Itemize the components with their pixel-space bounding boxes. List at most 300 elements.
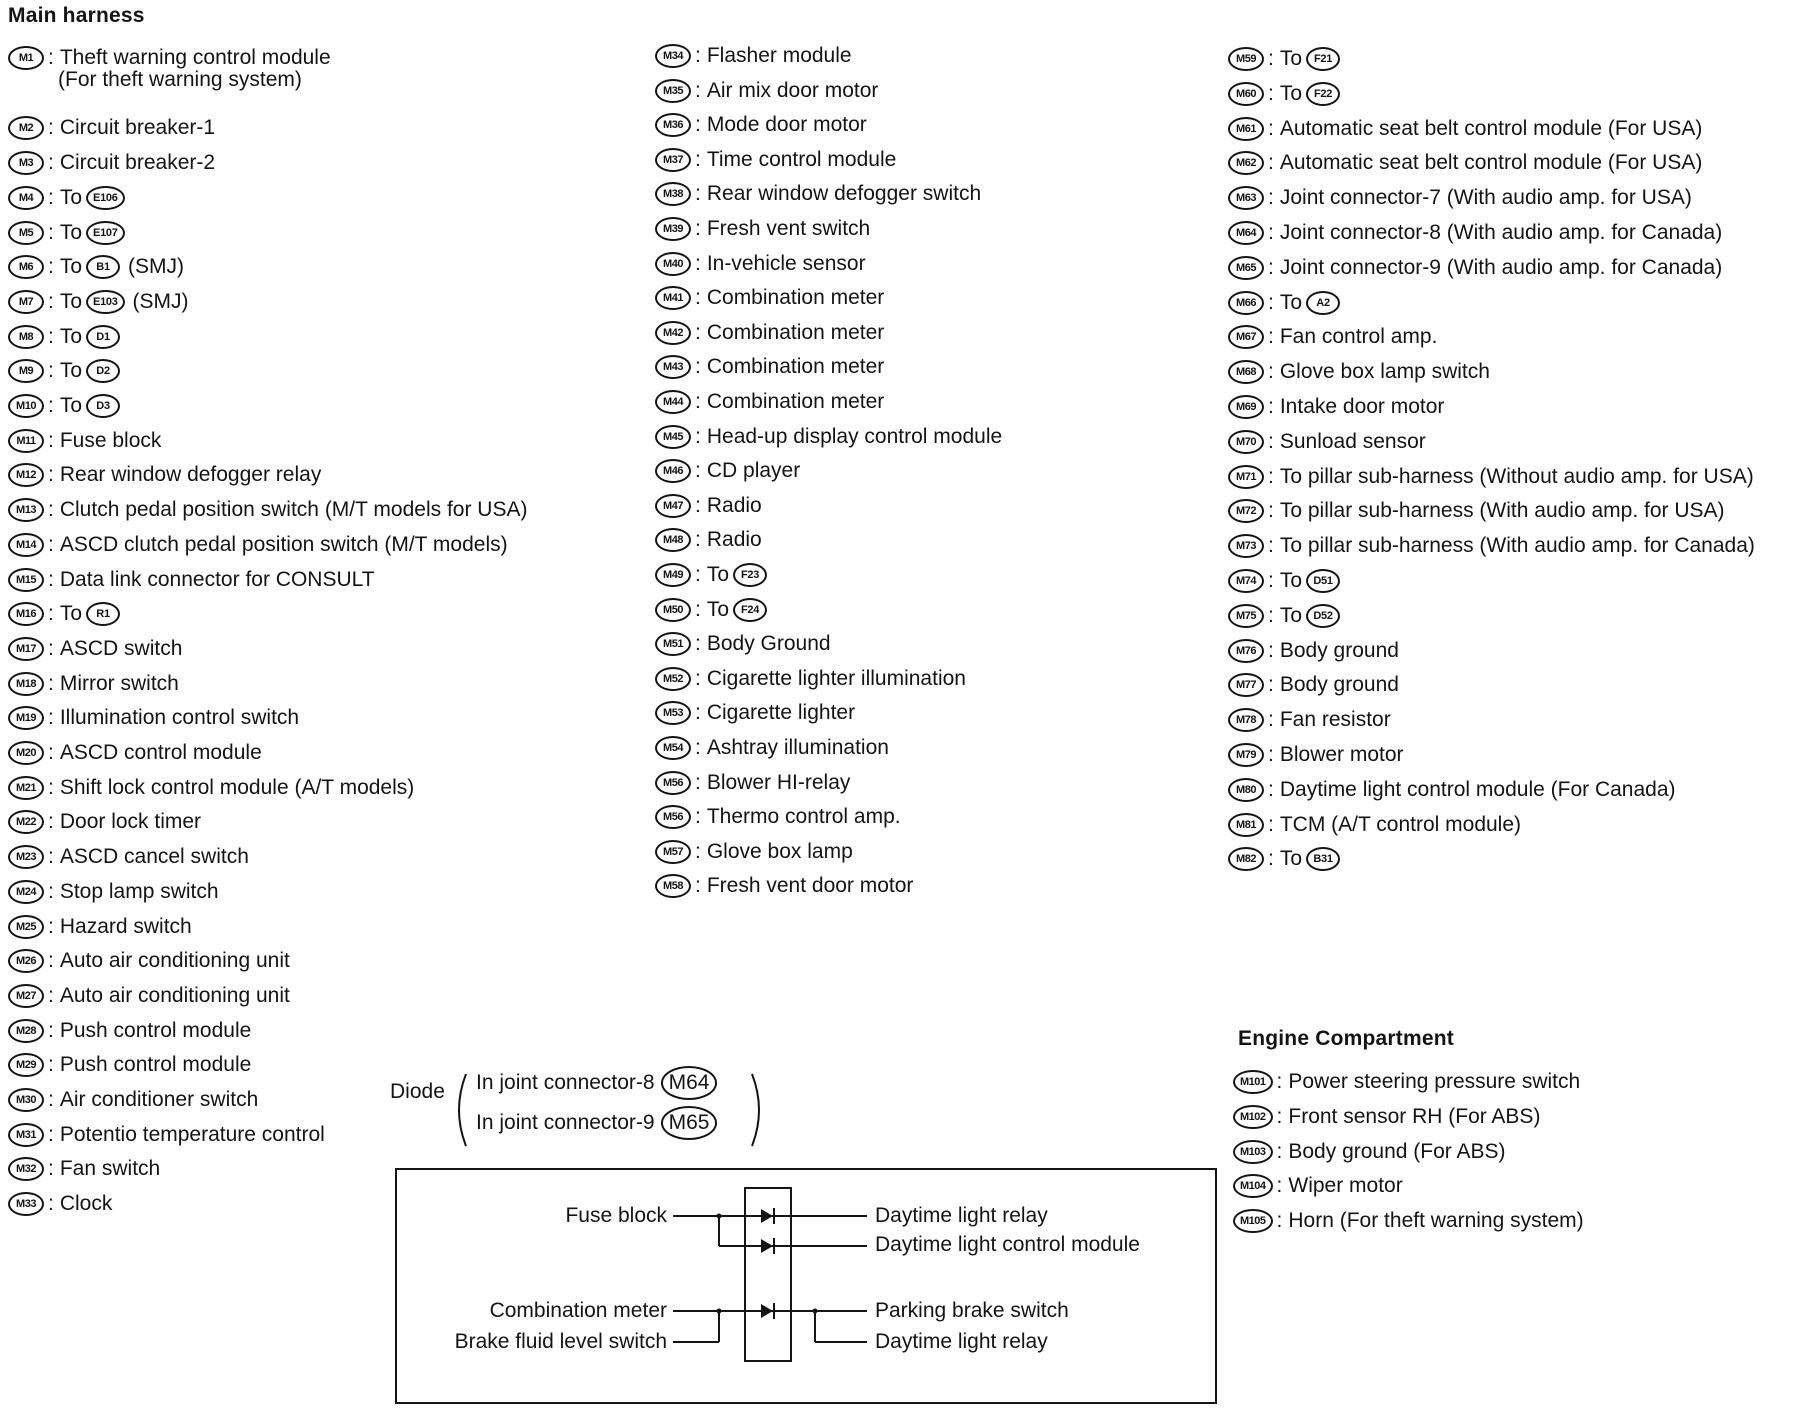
separator: : bbox=[695, 736, 701, 759]
connector-description: Radio bbox=[706, 528, 762, 552]
separator: : bbox=[1268, 708, 1274, 732]
separator: : bbox=[695, 805, 701, 829]
connector-entry bbox=[1228, 82, 1344, 106]
separator: : bbox=[695, 839, 701, 863]
connector-description: To bbox=[59, 185, 83, 209]
connector-entry bbox=[1228, 186, 1692, 210]
connector-code-badge: M14 bbox=[8, 533, 44, 557]
connector-description: Air mix door motor bbox=[706, 78, 879, 102]
connector-entry bbox=[655, 528, 762, 552]
connector-description: To bbox=[59, 324, 83, 348]
connector-code-badge: M66 bbox=[1228, 291, 1264, 315]
connector-description: Fan switch bbox=[59, 1157, 161, 1181]
connector-code-badge: M70 bbox=[1228, 430, 1264, 454]
mating-connector-badge: E103 bbox=[86, 290, 125, 314]
connector-description: To bbox=[1279, 81, 1303, 105]
connector-entry bbox=[655, 840, 853, 864]
fuse-block-label: Fuse block bbox=[565, 1204, 667, 1227]
connector-code-badge: M5 bbox=[8, 221, 44, 245]
diode-symbol-3 bbox=[761, 1303, 774, 1319]
connector-entry bbox=[8, 1157, 160, 1181]
diode-connector-code-2: M65 bbox=[661, 1106, 718, 1140]
separator: : bbox=[48, 255, 54, 279]
connector-code-badge: M47 bbox=[655, 494, 691, 518]
connector-entry bbox=[8, 1088, 258, 1112]
connector-description: To bbox=[59, 255, 83, 279]
connector-entry bbox=[1228, 708, 1391, 732]
connector-entry bbox=[655, 321, 884, 345]
diode-circuit bbox=[397, 1170, 1217, 1402]
connector-code-badge: M51 bbox=[655, 632, 691, 656]
mating-connector-badge: R1 bbox=[86, 602, 120, 626]
diode-symbol-2 bbox=[761, 1238, 774, 1254]
connector-description: Stop lamp switch bbox=[59, 879, 219, 903]
separator: : bbox=[695, 217, 701, 240]
connector-description: Auto air conditioning unit bbox=[59, 983, 290, 1007]
connector-code-badge: M56 bbox=[655, 771, 691, 795]
mating-connector-badge: F24 bbox=[733, 598, 767, 622]
connector-entry bbox=[8, 810, 201, 834]
connector-code-badge: M9 bbox=[8, 359, 44, 383]
separator: : bbox=[48, 845, 54, 869]
connector-entry bbox=[8, 880, 219, 904]
separator: : bbox=[1268, 673, 1274, 697]
separator: : bbox=[695, 493, 701, 517]
connector-code-badge: M61 bbox=[1228, 117, 1264, 141]
connector-code-badge: M50 bbox=[655, 598, 691, 622]
connector-description: To bbox=[59, 220, 83, 244]
connector-code-badge: M58 bbox=[655, 874, 691, 898]
separator: : bbox=[48, 983, 54, 1007]
connector-entry bbox=[1228, 639, 1399, 663]
connector-description: Blower HI-relay bbox=[706, 770, 851, 794]
connector-code-badge: M15 bbox=[8, 568, 44, 592]
separator: : bbox=[1268, 255, 1274, 279]
connector-code-badge: M76 bbox=[1228, 639, 1264, 663]
separator: : bbox=[48, 532, 54, 556]
connector-description: To bbox=[59, 394, 83, 417]
connector-code-badge: M30 bbox=[8, 1088, 44, 1112]
connector-code-badge: M29 bbox=[8, 1053, 44, 1077]
separator: : bbox=[1276, 1104, 1283, 1128]
connector-code-badge: M23 bbox=[8, 845, 44, 869]
separator: : bbox=[48, 1192, 54, 1216]
connector-description: To bbox=[1279, 569, 1303, 592]
connector-description: To pillar sub-harness (With audio amp. for Canada) bbox=[1279, 534, 1755, 558]
connector-entry bbox=[8, 1019, 251, 1043]
connector-code-badge: M82 bbox=[1228, 847, 1264, 871]
connector-description: ASCD switch bbox=[59, 636, 183, 660]
connector-description: Data link connector for CONSULT bbox=[59, 567, 375, 591]
connector-code-badge: M3 bbox=[8, 151, 44, 175]
connector-code-badge: M73 bbox=[1228, 534, 1264, 558]
daytime-light-control-module-label: Daytime light control module bbox=[875, 1233, 1140, 1256]
connector-entry bbox=[1233, 1070, 1580, 1094]
connector-code-badge: M62 bbox=[1228, 151, 1264, 175]
connector-code-badge: M80 bbox=[1228, 778, 1264, 802]
connector-entry bbox=[8, 776, 414, 800]
connector-description: TCM (A/T control module) bbox=[1279, 812, 1522, 836]
connector-code-badge: M72 bbox=[1228, 499, 1264, 523]
connector-entry bbox=[1228, 813, 1521, 837]
connector-description: Combination meter bbox=[706, 286, 885, 310]
connector-entry bbox=[1233, 1105, 1540, 1129]
connector-entry bbox=[1228, 778, 1676, 802]
connector-description: Head-up display control module bbox=[706, 424, 1003, 448]
connector-entry bbox=[8, 984, 290, 1008]
connector-entry bbox=[8, 290, 189, 314]
connector-entry bbox=[8, 949, 290, 973]
connector-description: Clock bbox=[59, 1192, 113, 1216]
connector-description: Fuse block bbox=[59, 428, 162, 452]
separator: : bbox=[48, 1157, 54, 1181]
connector-code-badge: M34 bbox=[655, 44, 691, 68]
separator: : bbox=[1268, 743, 1274, 766]
mating-connector-badge: E107 bbox=[86, 221, 125, 245]
connector-code-badge: M42 bbox=[655, 321, 691, 345]
right-parenthesis-icon bbox=[748, 1070, 768, 1150]
connector-entry bbox=[1228, 465, 1754, 489]
connector-description: Clutch pedal position switch (M/T models for USA) bbox=[59, 498, 528, 522]
connector-code-badge: M17 bbox=[8, 637, 44, 661]
connector-code-badge: M24 bbox=[8, 880, 44, 904]
connector-description: Automatic seat belt control module (For USA) bbox=[1279, 116, 1703, 140]
connector-code-badge: M10 bbox=[8, 394, 44, 418]
separator: : bbox=[695, 320, 701, 344]
connector-entry bbox=[655, 44, 852, 68]
connector-description: ASCD control module bbox=[59, 741, 262, 764]
connector-entry bbox=[8, 845, 249, 869]
connector-code-badge: M65 bbox=[1228, 256, 1264, 280]
connector-entry bbox=[8, 915, 192, 939]
connector-code-badge: M8 bbox=[8, 325, 44, 349]
connector-entry bbox=[1233, 1209, 1584, 1233]
mating-connector-badge: B31 bbox=[1306, 847, 1340, 871]
connector-entry bbox=[655, 286, 884, 310]
connector-code-badge: M68 bbox=[1228, 360, 1264, 384]
separator: : bbox=[48, 671, 54, 695]
separator: : bbox=[695, 874, 701, 898]
connector-code-badge: M48 bbox=[655, 528, 691, 552]
separator: : bbox=[695, 182, 701, 206]
separator: : bbox=[1268, 116, 1274, 140]
connector-description: Circuit breaker-2 bbox=[59, 151, 216, 175]
separator: : bbox=[48, 636, 54, 660]
separator: : bbox=[1276, 1139, 1283, 1163]
connector-description: To bbox=[1279, 847, 1303, 871]
connector-description: Front sensor RH (For ABS) bbox=[1288, 1104, 1541, 1128]
connector-code-badge: M53 bbox=[655, 701, 691, 725]
connector-entry bbox=[1233, 1140, 1505, 1164]
connector-entry bbox=[8, 1123, 325, 1147]
main-harness-heading: Main harness bbox=[8, 4, 145, 27]
connector-description: Door lock timer bbox=[59, 810, 202, 834]
connector-description: Body ground bbox=[1279, 673, 1399, 697]
connector-description: Automatic seat belt control module (For USA) bbox=[1279, 151, 1703, 175]
connector-code-badge: M41 bbox=[655, 286, 691, 310]
mating-connector-badge: D2 bbox=[86, 359, 120, 383]
separator: : bbox=[695, 563, 701, 586]
connector-entry bbox=[655, 148, 896, 172]
left-parenthesis-icon bbox=[450, 1070, 470, 1150]
diode-symbol-1 bbox=[761, 1208, 774, 1224]
separator: : bbox=[695, 597, 701, 621]
connector-entry bbox=[8, 637, 182, 661]
brake-fluid-level-switch-label: Brake fluid level switch bbox=[454, 1330, 667, 1353]
separator: : bbox=[48, 185, 54, 209]
mating-connector-badge: B1 bbox=[86, 255, 120, 279]
connector-entry bbox=[8, 46, 331, 70]
connector-code-badge: M22 bbox=[8, 810, 44, 834]
diode-connector-code-1: M64 bbox=[661, 1066, 718, 1100]
connector-code-badge: M31 bbox=[8, 1123, 44, 1147]
separator: : bbox=[48, 914, 54, 938]
separator: : bbox=[695, 701, 701, 725]
connector-description: Flasher module bbox=[706, 44, 852, 67]
connector-description: Combination meter bbox=[706, 355, 885, 379]
connector-code-badge: M105 bbox=[1233, 1209, 1273, 1233]
mating-connector-badge: D1 bbox=[86, 325, 120, 349]
connector-entry bbox=[655, 701, 855, 725]
connector-description: Glove box lamp switch bbox=[1279, 360, 1490, 384]
separator: : bbox=[1268, 847, 1274, 871]
connector-description: Rear window defogger relay bbox=[59, 463, 322, 487]
separator: : bbox=[1268, 777, 1274, 801]
connector-entry bbox=[655, 355, 884, 379]
connector-description: Auto air conditioning unit bbox=[59, 949, 290, 973]
connector-code-badge: M74 bbox=[1228, 569, 1264, 593]
connector-entry bbox=[655, 736, 889, 760]
connector-entry bbox=[1233, 1174, 1403, 1198]
connector-entry bbox=[8, 325, 124, 349]
connector-entry bbox=[1228, 534, 1755, 558]
separator: : bbox=[1268, 603, 1274, 627]
separator: : bbox=[1268, 81, 1274, 105]
connector-description: Blower motor bbox=[1279, 743, 1404, 766]
connector-code-badge: M44 bbox=[655, 390, 691, 414]
separator: : bbox=[48, 463, 54, 487]
combination-meter-label: Combination meter bbox=[489, 1299, 667, 1322]
connector-description: Joint connector-7 (With audio amp. for USA) bbox=[1279, 186, 1692, 210]
connector-entry bbox=[1228, 673, 1399, 697]
engine-compartment-heading: Engine Compartment bbox=[1238, 1027, 1454, 1050]
separator: : bbox=[695, 528, 701, 552]
connector-code-badge: M4 bbox=[8, 186, 44, 210]
separator: : bbox=[1268, 395, 1274, 418]
connector-code-badge: M49 bbox=[655, 563, 691, 587]
connector-code-badge: M20 bbox=[8, 741, 44, 765]
connector-entry bbox=[1228, 256, 1722, 280]
connector-description: Circuit breaker-1 bbox=[59, 116, 216, 140]
connector-entry bbox=[655, 563, 771, 587]
connector-code-badge: M104 bbox=[1233, 1174, 1273, 1198]
connector-entry bbox=[655, 252, 866, 276]
connector-description: Hazard switch bbox=[59, 914, 192, 938]
separator: : bbox=[1276, 1209, 1283, 1233]
separator: : bbox=[48, 567, 54, 591]
separator: : bbox=[48, 949, 54, 973]
connector-description: In-vehicle sensor bbox=[706, 251, 866, 275]
connector-description: To pillar sub-harness (With audio amp. for USA) bbox=[1279, 499, 1725, 523]
connector-description: Mirror switch bbox=[59, 671, 179, 695]
connector-entry bbox=[655, 425, 1002, 449]
connector-description: Illumination control switch bbox=[59, 706, 300, 730]
connector-code-badge: M12 bbox=[8, 463, 44, 487]
separator: : bbox=[695, 770, 701, 794]
connector-entry bbox=[1228, 395, 1444, 419]
connector-entry bbox=[8, 533, 508, 557]
connector-code-badge: M71 bbox=[1228, 465, 1264, 489]
connector-entry bbox=[1228, 325, 1437, 349]
connector-code-badge: M69 bbox=[1228, 395, 1264, 419]
connector-entry bbox=[8, 672, 179, 696]
diode-label: Diode bbox=[390, 1080, 445, 1103]
connector-entry bbox=[8, 1192, 112, 1216]
connector-code-badge: M102 bbox=[1233, 1105, 1273, 1129]
separator: : bbox=[48, 116, 54, 140]
connector-description: Radio bbox=[706, 493, 762, 517]
separator: : bbox=[695, 355, 701, 379]
connector-code-badge: M60 bbox=[1228, 82, 1264, 106]
separator: : bbox=[1268, 534, 1274, 558]
connector-entry bbox=[655, 805, 901, 829]
connector-code-badge: M35 bbox=[655, 79, 691, 103]
connector-entry bbox=[8, 498, 527, 522]
connector-description: To bbox=[706, 563, 730, 586]
connector-description: To bbox=[1279, 47, 1303, 70]
separator: : bbox=[1268, 360, 1274, 384]
separator: : bbox=[48, 1018, 54, 1042]
separator: : bbox=[48, 151, 54, 175]
separator: : bbox=[1268, 221, 1274, 244]
diode-diagram bbox=[395, 1168, 1217, 1404]
connector-code-badge: M59 bbox=[1228, 47, 1264, 71]
separator: : bbox=[1268, 464, 1274, 488]
connector-description: To bbox=[1279, 290, 1303, 314]
connector-entry bbox=[8, 151, 215, 175]
separator: : bbox=[695, 44, 701, 67]
separator: : bbox=[695, 666, 701, 690]
connector-entry bbox=[655, 182, 981, 206]
connector-description: To bbox=[1279, 603, 1303, 627]
connector-code-badge: M7 bbox=[8, 290, 44, 314]
connector-entry bbox=[1228, 151, 1702, 175]
connector-entry bbox=[8, 186, 129, 210]
connector-code-badge: M36 bbox=[655, 113, 691, 137]
connector-entry bbox=[8, 1053, 251, 1077]
connector-description: Cigarette lighter bbox=[706, 701, 856, 725]
separator: : bbox=[48, 498, 54, 522]
connector-code-badge: M11 bbox=[8, 429, 44, 453]
connector-description: Fresh vent switch bbox=[706, 217, 871, 240]
daytime-light-relay-bottom-label: Daytime light relay bbox=[875, 1330, 1048, 1353]
connector-description: Time control module bbox=[706, 147, 897, 171]
connector-description: Wiper motor bbox=[1288, 1174, 1403, 1198]
separator: : bbox=[48, 775, 54, 799]
connector-description: Power steering pressure switch bbox=[1288, 1070, 1581, 1093]
separator: : bbox=[1268, 186, 1274, 210]
mating-connector-badge: D3 bbox=[86, 394, 120, 418]
connector-entry bbox=[1228, 604, 1344, 628]
connector-description: Body ground bbox=[1279, 638, 1399, 662]
separator: : bbox=[48, 324, 54, 348]
separator: : bbox=[48, 359, 54, 383]
separator: : bbox=[48, 428, 54, 452]
diode-line-2 bbox=[476, 1106, 717, 1140]
separator: : bbox=[695, 78, 701, 102]
connector-entry bbox=[1228, 569, 1344, 593]
connector-code-badge: M13 bbox=[8, 498, 44, 522]
separator: : bbox=[1268, 429, 1274, 453]
connector-code-badge: M101 bbox=[1233, 1070, 1273, 1094]
separator: : bbox=[48, 1122, 54, 1146]
connector-description: Body Ground bbox=[706, 632, 831, 656]
diode-line-1-text: In joint connector-8 bbox=[476, 1071, 655, 1094]
connector-code-badge: M18 bbox=[8, 672, 44, 696]
separator: : bbox=[48, 810, 54, 834]
connector-code-badge: M81 bbox=[1228, 813, 1264, 837]
separator: : bbox=[48, 1053, 54, 1077]
separator: : bbox=[695, 286, 701, 310]
connector-entry bbox=[1228, 847, 1344, 871]
connector-code-badge: M21 bbox=[8, 776, 44, 800]
connector-code-badge: M26 bbox=[8, 949, 44, 973]
connector-description: Sunload sensor bbox=[1279, 429, 1426, 453]
connector-code-badge: M33 bbox=[8, 1192, 44, 1216]
connector-description: Potentio temperature control bbox=[59, 1122, 325, 1146]
connector-code-badge: M1 bbox=[8, 46, 44, 70]
connector-code-badge: M19 bbox=[8, 706, 44, 730]
connector-code-badge: M2 bbox=[8, 116, 44, 140]
separator: : bbox=[695, 390, 701, 413]
connector-description: Air conditioner switch bbox=[59, 1088, 259, 1111]
connector-description: To bbox=[706, 597, 730, 621]
connector-entry bbox=[655, 459, 800, 483]
connector-entry bbox=[655, 113, 867, 137]
connector-description: Push control module bbox=[59, 1018, 252, 1042]
separator: : bbox=[1276, 1070, 1283, 1093]
connector-description: Fan resistor bbox=[1279, 708, 1391, 732]
connector-entry bbox=[655, 390, 884, 414]
connector-description: To bbox=[59, 289, 83, 313]
connector-description: ASCD cancel switch bbox=[59, 845, 249, 869]
connector-description: Ashtray illumination bbox=[706, 736, 889, 759]
connector-code-badge: M63 bbox=[1228, 186, 1264, 210]
separator: : bbox=[1268, 290, 1274, 314]
connector-description: To bbox=[59, 602, 83, 626]
connector-code-badge: M6 bbox=[8, 255, 44, 279]
mating-connector-badge: E106 bbox=[86, 186, 125, 210]
mating-connector-badge: F22 bbox=[1306, 82, 1340, 106]
connector-entry bbox=[655, 632, 831, 656]
connector-description: Fresh vent door motor bbox=[706, 874, 914, 898]
connector-code-badge: M78 bbox=[1228, 708, 1264, 732]
connector-entry bbox=[8, 255, 184, 279]
connector-description: Glove box lamp bbox=[706, 839, 853, 863]
connector-description: Rear window defogger switch bbox=[706, 182, 982, 206]
connector-entry bbox=[655, 217, 870, 241]
separator: : bbox=[1268, 638, 1274, 662]
connector-description: Fan control amp. bbox=[1279, 325, 1438, 349]
connector-description: Joint connector-8 (With audio amp. for Canada) bbox=[1279, 221, 1723, 244]
daytime-light-relay-top-label: Daytime light relay bbox=[875, 1204, 1048, 1227]
connector-code-badge: M38 bbox=[655, 182, 691, 206]
connector-entry bbox=[1228, 499, 1725, 523]
connector-code-badge: M77 bbox=[1228, 673, 1264, 697]
separator: : bbox=[695, 459, 701, 483]
connector-code-badge: M52 bbox=[655, 667, 691, 691]
connector-code-badge: M40 bbox=[655, 252, 691, 276]
